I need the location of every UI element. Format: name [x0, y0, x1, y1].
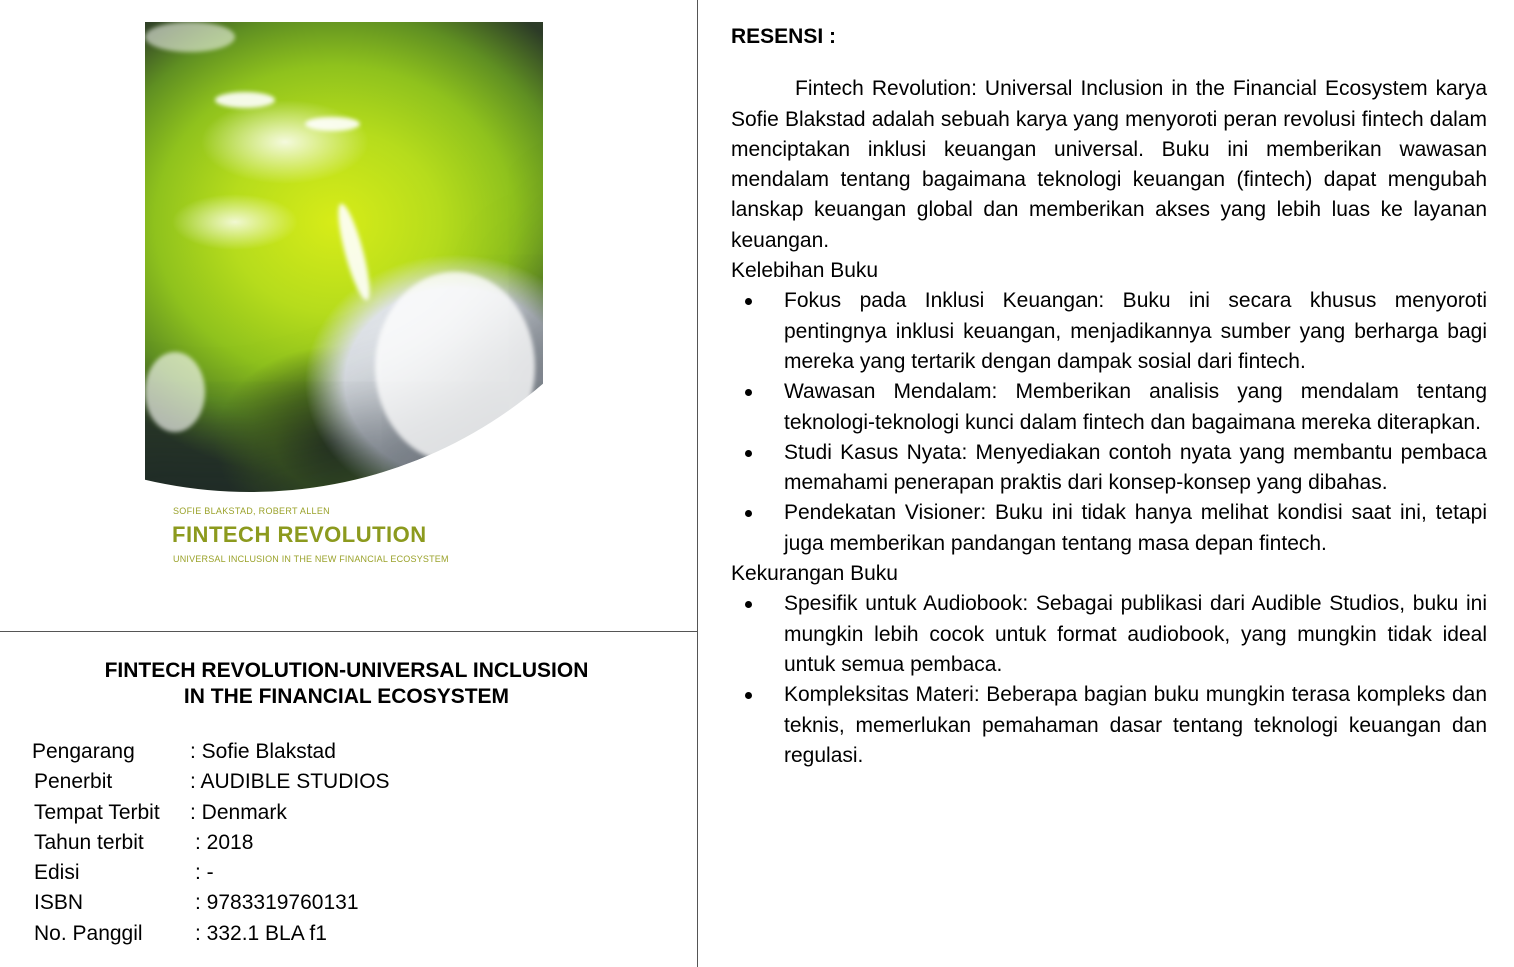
meta-row-tempat-terbit: [32, 798, 390, 828]
cloud-shape: [375, 272, 535, 462]
meta-label: Penerbit: [34, 770, 113, 794]
bullet-icon: [745, 601, 752, 608]
cloud-shape: [145, 352, 205, 432]
bullet-icon: [745, 298, 752, 305]
list-item-text: Studi Kasus Nyata: Menyediakan contoh nyata yang membantu pembaca memahami penerapan praktis dari konsep-konsep yang dibahas.: [784, 440, 1487, 495]
weaknesses-label: Kekurangan Buku: [731, 562, 898, 586]
meta-value: : Denmark: [190, 800, 287, 824]
book-cover: [145, 22, 543, 597]
list-item-text: Pendekatan Visioner: Buku ini tidak hanya melihat kondisi saat ini, tetapi juga memberikan pandangan tentang masa depan fintech.: [784, 501, 1487, 555]
section-divider: [0, 631, 697, 632]
meta-label: ISBN: [34, 891, 84, 915]
cloud-shape: [305, 117, 360, 131]
meta-value: : 332.1 BLA f1: [195, 921, 327, 945]
book-title-line2: IN THE FINANCIAL ECOSYSTEM: [183, 685, 510, 708]
strengths-label: Kelebihan Buku: [731, 259, 879, 283]
list-item: [731, 377, 1487, 438]
review-section: [731, 22, 1487, 771]
list-item-text: Wawasan Mendalam: Memberikan analisis yang mendalam tentang teknologi-teknologi kunci dalam fintech dan bagaimana mereka diterapkan.: [784, 380, 1487, 434]
strengths-list: [731, 286, 1487, 559]
meta-row-penerbit: [32, 767, 390, 797]
list-item: [731, 438, 1487, 499]
column-divider: [697, 0, 698, 967]
meta-row-no-panggil: [32, 919, 390, 949]
meta-row-tahun-terbit: [32, 828, 390, 858]
bullet-icon: [745, 510, 752, 517]
cover-title: FINTECH REVOLUTION: [172, 522, 427, 547]
meta-row-pengarang: [32, 737, 390, 767]
list-item: [731, 286, 1487, 377]
list-item: [731, 498, 1487, 559]
globe-image: [145, 22, 543, 492]
list-item: [731, 589, 1487, 680]
cover-authors: SOFIE BLAKSTAD, ROBERT ALLEN: [173, 506, 330, 516]
bullet-icon: [745, 450, 752, 457]
book-title: [0, 658, 693, 710]
bullet-icon: [745, 692, 752, 699]
meta-value: : Sofie Blakstad: [190, 740, 336, 763]
meta-label: Tempat Terbit: [34, 800, 160, 824]
meta-value: : AUDIBLE STUDIOS: [190, 770, 390, 794]
cover-subtitle: UNIVERSAL INCLUSION IN THE NEW FINANCIAL ECOSYSTEM: [173, 554, 449, 564]
bullet-icon: [745, 389, 752, 396]
meta-value: : 2018: [195, 830, 254, 854]
meta-label: Pengarang: [32, 740, 135, 763]
list-item-text: Kompleksitas Materi: Beberapa bagian buku mungkin terasa kompleks dan teknis, memerlukan pemahaman dasar tentang teknologi keuangan dan regulasi.: [784, 683, 1487, 767]
meta-row-isbn: [32, 888, 390, 918]
meta-label: Edisi: [34, 861, 80, 885]
book-metadata: [32, 737, 390, 949]
review-heading: RESENSI :: [731, 25, 837, 48]
weaknesses-list: [731, 589, 1487, 771]
book-title-line1: FINTECH REVOLUTION-UNIVERSAL INCLUSION: [104, 659, 589, 682]
review-intro: Fintech Revolution: Universal Inclusion in the Financial Ecosystem karya Sofie Blakstad adalah sebuah karya yang menyoroti peran revolusi fintech dalam menciptakan inklusi keuangan universal. Buku ini memberikan wawasan mendalam tentang bagaimana teknologi keuangan (fintech) dapat mengubah lanskap keuangan global dan memberikan akses yang lebih luas ke layanan keuangan.: [731, 77, 1487, 252]
meta-row-edisi: [32, 858, 390, 888]
cloud-shape: [215, 92, 275, 108]
meta-value: : 9783319760131: [195, 891, 359, 915]
meta-value: : -: [195, 861, 214, 885]
meta-label: Tahun terbit: [34, 830, 144, 854]
list-item-text: Spesifik untuk Audiobook: Sebagai publikasi dari Audible Studios, buku ini mungkin lebih cocok untuk format audiobook, yang mungkin tidak ideal untuk semua pembaca.: [784, 592, 1487, 676]
list-item: [731, 680, 1487, 771]
cloud-shape: [145, 22, 235, 52]
meta-label: No. Panggil: [34, 921, 143, 945]
list-item-text: Fokus pada Inklusi Keuangan: Buku ini secara khusus menyoroti pentingnya inklusi keuangan, menjadikannya sumber yang berharga bagi mereka yang tertarik dengan dampak sosial dari fintech.: [784, 289, 1487, 373]
